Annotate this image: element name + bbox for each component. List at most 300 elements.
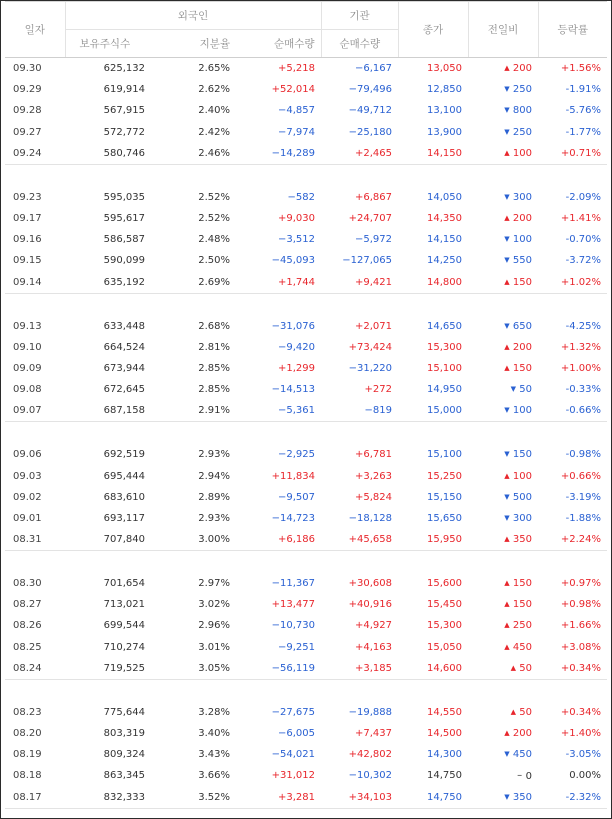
cell-close: 15,950: [398, 529, 468, 551]
cell-rate: -3.19%: [565, 491, 602, 503]
table-row: [5, 529, 607, 551]
cell-close: 13,050: [427, 63, 463, 75]
cell-share: 2.96%: [198, 620, 230, 632]
cell-rate: +0.66%: [560, 470, 602, 482]
down-triangle-icon: ▼: [504, 256, 510, 265]
cell-close: 14,550: [427, 706, 463, 718]
cell-foreign-net: +11,834: [271, 470, 316, 482]
change-value: 300: [512, 512, 533, 524]
down-triangle-icon: ▼: [504, 127, 510, 136]
table-row: [5, 358, 607, 379]
cell-foreign-net: −3,512: [278, 234, 316, 246]
down-triangle-icon: ▼: [504, 792, 510, 801]
change-value: 500: [512, 491, 533, 503]
cell-share: 2.85%: [198, 384, 230, 396]
cell-holdings: 635,192: [65, 272, 151, 294]
up-triangle-icon: ▲: [504, 342, 510, 351]
cell-inst-net: +3,263: [355, 470, 393, 482]
down-triangle-icon: ▼: [504, 492, 510, 501]
cell-holdings: 572,772: [103, 126, 145, 138]
up-triangle-icon: ▲: [504, 642, 510, 651]
cell-rate: -2.09%: [565, 191, 602, 203]
cell-close: 14,600: [398, 658, 468, 680]
cell-close: 14,650: [427, 320, 463, 332]
cell-rate: +1.41%: [560, 213, 602, 225]
cell-close: 15,050: [427, 641, 463, 653]
cell-share: 3.66%: [198, 770, 230, 782]
change-value: 350: [512, 534, 533, 545]
cell-foreign-net: −10,730: [271, 620, 316, 632]
cell-holdings: 809,324: [103, 749, 145, 761]
cell-inst-net: +6,781: [355, 449, 393, 461]
change-value: 200: [512, 341, 533, 353]
cell-date: 09.08: [13, 384, 42, 396]
cell-change: [468, 79, 538, 100]
cell-date: 09.10: [13, 341, 42, 353]
cell-foreign-net: −14,513: [271, 384, 316, 396]
cell-close: 14,800: [398, 272, 468, 294]
down-triangle-icon: ▼: [504, 192, 510, 201]
change-value: 550: [512, 255, 533, 267]
cell-share: 2.91%: [151, 400, 236, 422]
cell-inst-net: −819: [321, 400, 398, 422]
cell-close: 14,750: [398, 787, 468, 809]
cell-date: 09.02: [13, 491, 42, 503]
change-value: 150: [512, 276, 533, 288]
cell-inst-net: +3,185: [321, 658, 398, 680]
cell-date: 09.17: [13, 213, 42, 225]
table-row: [5, 444, 607, 465]
cell-share: 2.42%: [198, 126, 230, 138]
cell-inst-net: +73,424: [348, 341, 393, 353]
cell-change: [468, 465, 538, 486]
cell-date: 08.26: [13, 620, 42, 632]
cell-rate: -4.25%: [565, 320, 602, 332]
up-triangle-icon: ▲: [504, 277, 510, 286]
cell-date: 09.13: [13, 320, 42, 332]
cell-rate: +1.02%: [538, 272, 607, 294]
col-header-close: 종가: [398, 2, 468, 58]
cell-foreign-net: −31,076: [271, 320, 316, 332]
cell-holdings: 713,021: [103, 599, 145, 611]
cell-rate: 0.00%: [569, 770, 602, 782]
cell-date: 09.27: [13, 126, 42, 138]
cell-holdings: 832,333: [65, 787, 151, 809]
down-triangle-icon: ▼: [504, 406, 510, 415]
cell-rate: +0.71%: [538, 143, 607, 165]
cell-share: 3.00%: [151, 529, 236, 551]
cell-share: 2.40%: [198, 105, 230, 117]
change-value: 250: [512, 126, 533, 138]
cell-inst-net: +9,421: [321, 272, 398, 294]
flat-dash-icon: –: [517, 769, 523, 781]
cell-foreign-net: +5,218: [278, 63, 316, 75]
cell-foreign-net: +9,030: [278, 213, 316, 225]
cell-holdings: 693,117: [103, 512, 145, 524]
change-value: 0: [525, 770, 533, 782]
cell-share: 2.93%: [198, 512, 230, 524]
cell-inst-net: −49,712: [348, 105, 393, 117]
cell-change: [468, 58, 538, 80]
cell-change: [468, 658, 538, 680]
cell-holdings: 863,345: [103, 770, 145, 782]
table-row: [5, 250, 607, 271]
cell-close: 14,350: [427, 213, 463, 225]
cell-share: 2.81%: [198, 341, 230, 353]
cell-rate: -3.72%: [565, 255, 602, 267]
up-triangle-icon: ▲: [504, 729, 510, 738]
cell-close: 15,250: [427, 470, 463, 482]
cell-close: 15,450: [427, 599, 463, 611]
up-triangle-icon: ▲: [504, 214, 510, 223]
cell-foreign-net: −45,093: [271, 255, 316, 267]
down-triangle-icon: ▼: [504, 321, 510, 330]
cell-close: 15,150: [427, 491, 463, 503]
change-value: 150: [512, 449, 533, 461]
cell-inst-net: +2,071: [355, 320, 393, 332]
col-header-inst-net: 순매수량: [321, 30, 398, 58]
change-value: 450: [512, 749, 533, 761]
table-body: [5, 58, 607, 809]
col-header-share: 지분율: [151, 30, 236, 58]
table-row: [5, 229, 607, 250]
cell-inst-net: −31,220: [348, 362, 393, 374]
cell-holdings: 633,448: [103, 320, 145, 332]
change-value: 350: [512, 791, 533, 803]
change-value: 100: [512, 147, 533, 159]
group-spacer: [5, 422, 607, 445]
table-row: [5, 765, 607, 786]
cell-share: 2.62%: [198, 84, 230, 96]
cell-foreign-net: +3,281: [236, 787, 321, 809]
cell-close: 15,300: [427, 620, 463, 632]
cell-holdings: 699,544: [103, 620, 145, 632]
cell-holdings: 590,099: [103, 255, 145, 267]
cell-holdings: 586,587: [103, 234, 145, 246]
change-value: 250: [512, 620, 533, 632]
change-value: 50: [519, 384, 533, 396]
cell-rate: -2.32%: [538, 787, 607, 809]
cell-foreign-net: +31,012: [271, 770, 316, 782]
cell-change: [468, 122, 538, 143]
table-row: [5, 400, 607, 422]
cell-close: 13,100: [427, 105, 463, 117]
up-triangle-icon: ▲: [504, 363, 510, 372]
table-row: [5, 637, 607, 658]
cell-rate: -3.05%: [565, 749, 602, 761]
change-value: 100: [512, 470, 533, 482]
cell-change: [468, 208, 538, 229]
cell-date: 09.14: [5, 272, 65, 294]
cell-close: 14,750: [427, 770, 463, 782]
cell-foreign-net: −5,361: [236, 400, 321, 422]
cell-date: 09.30: [13, 63, 42, 75]
table-row: [5, 79, 607, 100]
cell-close: 15,300: [427, 341, 463, 353]
change-value: 200: [512, 728, 533, 740]
cell-holdings: 695,444: [103, 470, 145, 482]
cell-rate: +1.66%: [560, 620, 602, 632]
cell-inst-net: +5,824: [355, 491, 393, 503]
group-spacer: [5, 164, 607, 187]
cell-date: 09.01: [13, 512, 42, 524]
cell-change: [468, 229, 538, 250]
cell-change: [468, 508, 538, 529]
cell-foreign-net: −54,021: [271, 749, 316, 761]
col-header-holdings: 보유주식수: [65, 30, 151, 58]
cell-date: 08.25: [13, 641, 42, 653]
cell-rate: +1.00%: [560, 362, 602, 374]
cell-date: 09.09: [13, 362, 42, 374]
cell-inst-net: −5,972: [355, 234, 393, 246]
cell-inst-net: −25,180: [348, 126, 393, 138]
col-group-foreign: 외국인: [65, 2, 321, 30]
cell-change: [468, 594, 538, 615]
table-row: [5, 702, 607, 723]
cell-change: [468, 250, 538, 271]
cell-rate: -0.33%: [565, 384, 602, 396]
cell-change: [468, 379, 538, 400]
cell-share: 2.50%: [198, 255, 230, 267]
cell-change: [468, 765, 538, 786]
cell-holdings: 803,319: [103, 728, 145, 740]
cell-close: 14,500: [427, 728, 463, 740]
cell-inst-net: −10,302: [348, 770, 393, 782]
cell-inst-net: −19,888: [348, 706, 393, 718]
up-triangle-icon: ▲: [510, 707, 516, 716]
table-row: [5, 379, 607, 400]
cell-inst-net: +6,867: [355, 191, 393, 203]
cell-foreign-net: −9,420: [278, 341, 316, 353]
cell-close: 14,150: [398, 143, 468, 165]
table-row: [5, 316, 607, 337]
cell-holdings: 595,617: [103, 213, 145, 225]
cell-change: [468, 143, 538, 165]
cell-change: [468, 615, 538, 636]
cell-change: [468, 744, 538, 765]
cell-close: 13,900: [427, 126, 463, 138]
change-value: 250: [512, 84, 533, 96]
cell-inst-net: +30,608: [348, 578, 393, 590]
up-triangle-icon: ▲: [504, 621, 510, 630]
cell-holdings: 567,915: [103, 105, 145, 117]
cell-foreign-net: +1,299: [278, 362, 316, 374]
cell-inst-net: +4,927: [355, 620, 393, 632]
cell-foreign-net: −7,974: [278, 126, 316, 138]
cell-change: [468, 100, 538, 121]
cell-holdings: 580,746: [65, 143, 151, 165]
cell-holdings: 707,840: [65, 529, 151, 551]
up-triangle-icon: ▲: [504, 535, 510, 543]
down-triangle-icon: ▼: [504, 450, 510, 459]
up-triangle-icon: ▲: [504, 471, 510, 480]
cell-date: 09.06: [13, 449, 42, 461]
cell-date: 09.16: [13, 234, 42, 246]
cell-change: [468, 316, 538, 337]
cell-change: [468, 272, 538, 294]
table-row: [5, 787, 607, 809]
cell-change: [468, 529, 538, 551]
cell-share: 2.94%: [198, 470, 230, 482]
col-header-change: 전일비: [468, 2, 538, 58]
cell-date: 08.19: [13, 749, 42, 761]
cell-inst-net: +42,802: [348, 749, 393, 761]
cell-rate: +0.34%: [538, 658, 607, 680]
change-value: 200: [512, 63, 533, 75]
col-group-institution: 기관: [321, 2, 398, 30]
cell-foreign-net: −9,251: [278, 641, 316, 653]
cell-foreign-net: −6,005: [278, 728, 316, 740]
cell-inst-net: −18,128: [348, 512, 393, 524]
up-triangle-icon: ▲: [504, 579, 510, 588]
cell-rate: +0.97%: [560, 578, 602, 590]
change-value: 50: [519, 706, 533, 718]
cell-date: 09.23: [13, 191, 42, 203]
cell-inst-net: −127,065: [342, 255, 393, 267]
cell-inst-net: +7,437: [355, 728, 393, 740]
down-triangle-icon: ▼: [510, 385, 516, 394]
cell-date: 09.03: [13, 470, 42, 482]
cell-share: 3.02%: [198, 599, 230, 611]
table-row: [5, 208, 607, 229]
cell-close: 12,850: [427, 84, 463, 96]
table-row: [5, 487, 607, 508]
down-triangle-icon: ▼: [504, 513, 510, 522]
cell-rate: +0.34%: [560, 706, 602, 718]
cell-date: 09.07: [5, 400, 65, 422]
cell-holdings: 701,654: [103, 578, 145, 590]
cell-inst-net: +24,707: [348, 213, 393, 225]
cell-foreign-net: +6,186: [236, 529, 321, 551]
table-row: [5, 143, 607, 165]
cell-holdings: 595,035: [103, 191, 145, 203]
cell-share: 2.52%: [198, 191, 230, 203]
cell-share: 3.28%: [198, 706, 230, 718]
investor-trading-table: [5, 1, 607, 809]
table-row: [5, 615, 607, 636]
cell-holdings: 683,610: [103, 491, 145, 503]
table-row: [5, 658, 607, 680]
table-row: [5, 100, 607, 121]
table-row: [5, 337, 607, 358]
cell-foreign-net: −582: [287, 191, 316, 203]
table-row: [5, 744, 607, 765]
cell-date: 08.24: [5, 658, 65, 680]
cell-close: 15,000: [398, 400, 468, 422]
cell-share: 3.52%: [151, 787, 236, 809]
cell-rate: -5.76%: [565, 105, 602, 117]
cell-inst-net: −6,167: [355, 63, 393, 75]
change-value: 150: [512, 578, 533, 590]
col-header-rate: 등락률: [538, 2, 607, 58]
cell-close: 14,050: [427, 191, 463, 203]
cell-share: 3.01%: [198, 641, 230, 653]
change-value: 150: [512, 362, 533, 374]
cell-share: 2.65%: [198, 63, 230, 75]
cell-change: [468, 358, 538, 379]
cell-rate: +1.56%: [560, 63, 602, 75]
cell-holdings: 664,524: [103, 341, 145, 353]
change-value: 100: [512, 234, 533, 246]
cell-close: 15,600: [427, 578, 463, 590]
cell-change: [468, 187, 538, 208]
cell-inst-net: +34,103: [321, 787, 398, 809]
change-value: 650: [512, 320, 533, 332]
up-triangle-icon: ▲: [510, 663, 516, 672]
cell-share: 2.46%: [151, 143, 236, 165]
cell-share: 3.43%: [198, 749, 230, 761]
cell-share: 2.52%: [198, 213, 230, 225]
change-value: 100: [512, 405, 533, 417]
change-value: 800: [512, 105, 533, 117]
down-triangle-icon: ▼: [504, 106, 510, 115]
change-value: 300: [512, 191, 533, 203]
cell-inst-net: +272: [364, 384, 393, 396]
cell-share: 2.68%: [198, 320, 230, 332]
cell-holdings: 692,519: [103, 449, 145, 461]
group-spacer: [5, 293, 607, 316]
cell-share: 2.89%: [198, 491, 230, 503]
cell-foreign-net: +1,744: [236, 272, 321, 294]
cell-share: 2.48%: [198, 234, 230, 246]
cell-inst-net: +4,163: [355, 641, 393, 653]
cell-change: [468, 337, 538, 358]
cell-share: 2.97%: [198, 578, 230, 590]
cell-change: [468, 487, 538, 508]
cell-holdings: 673,944: [103, 362, 145, 374]
cell-close: 15,650: [427, 512, 463, 524]
table-row: [5, 723, 607, 744]
group-spacer: [5, 551, 607, 574]
up-triangle-icon: ▲: [504, 64, 510, 73]
cell-foreign-net: −14,289: [236, 143, 321, 165]
cell-date: 09.24: [5, 143, 65, 165]
cell-rate: +1.40%: [560, 728, 602, 740]
table-row: [5, 465, 607, 486]
cell-close: 15,100: [427, 449, 463, 461]
cell-rate: +2.24%: [538, 529, 607, 551]
cell-foreign-net: +52,014: [271, 84, 316, 96]
cell-date: 08.17: [5, 787, 65, 809]
table-row: [5, 187, 607, 208]
cell-holdings: 625,132: [103, 63, 145, 75]
cell-foreign-net: −2,925: [278, 449, 316, 461]
table-row: [5, 58, 607, 80]
cell-foreign-net: −9,507: [278, 491, 316, 503]
table-row: [5, 122, 607, 143]
cell-change: [468, 444, 538, 465]
cell-date: 09.15: [13, 255, 42, 267]
cell-foreign-net: −14,723: [271, 512, 316, 524]
table-row: [5, 594, 607, 615]
cell-date: 09.29: [13, 84, 42, 96]
cell-change: [468, 787, 538, 809]
cell-date: 09.28: [13, 105, 42, 117]
cell-inst-net: +45,658: [321, 529, 398, 551]
cell-close: 14,250: [427, 255, 463, 267]
cell-holdings: 619,914: [103, 84, 145, 96]
up-triangle-icon: ▲: [504, 148, 510, 157]
cell-date: 08.27: [13, 599, 42, 611]
group-spacer: [5, 679, 607, 702]
cell-share: 2.93%: [198, 449, 230, 461]
cell-holdings: 710,274: [103, 641, 145, 653]
cell-holdings: 719,525: [65, 658, 151, 680]
cell-inst-net: −79,496: [348, 84, 393, 96]
cell-date: 08.30: [13, 578, 42, 590]
change-value: 200: [512, 213, 533, 225]
cell-foreign-net: +13,477: [271, 599, 316, 611]
